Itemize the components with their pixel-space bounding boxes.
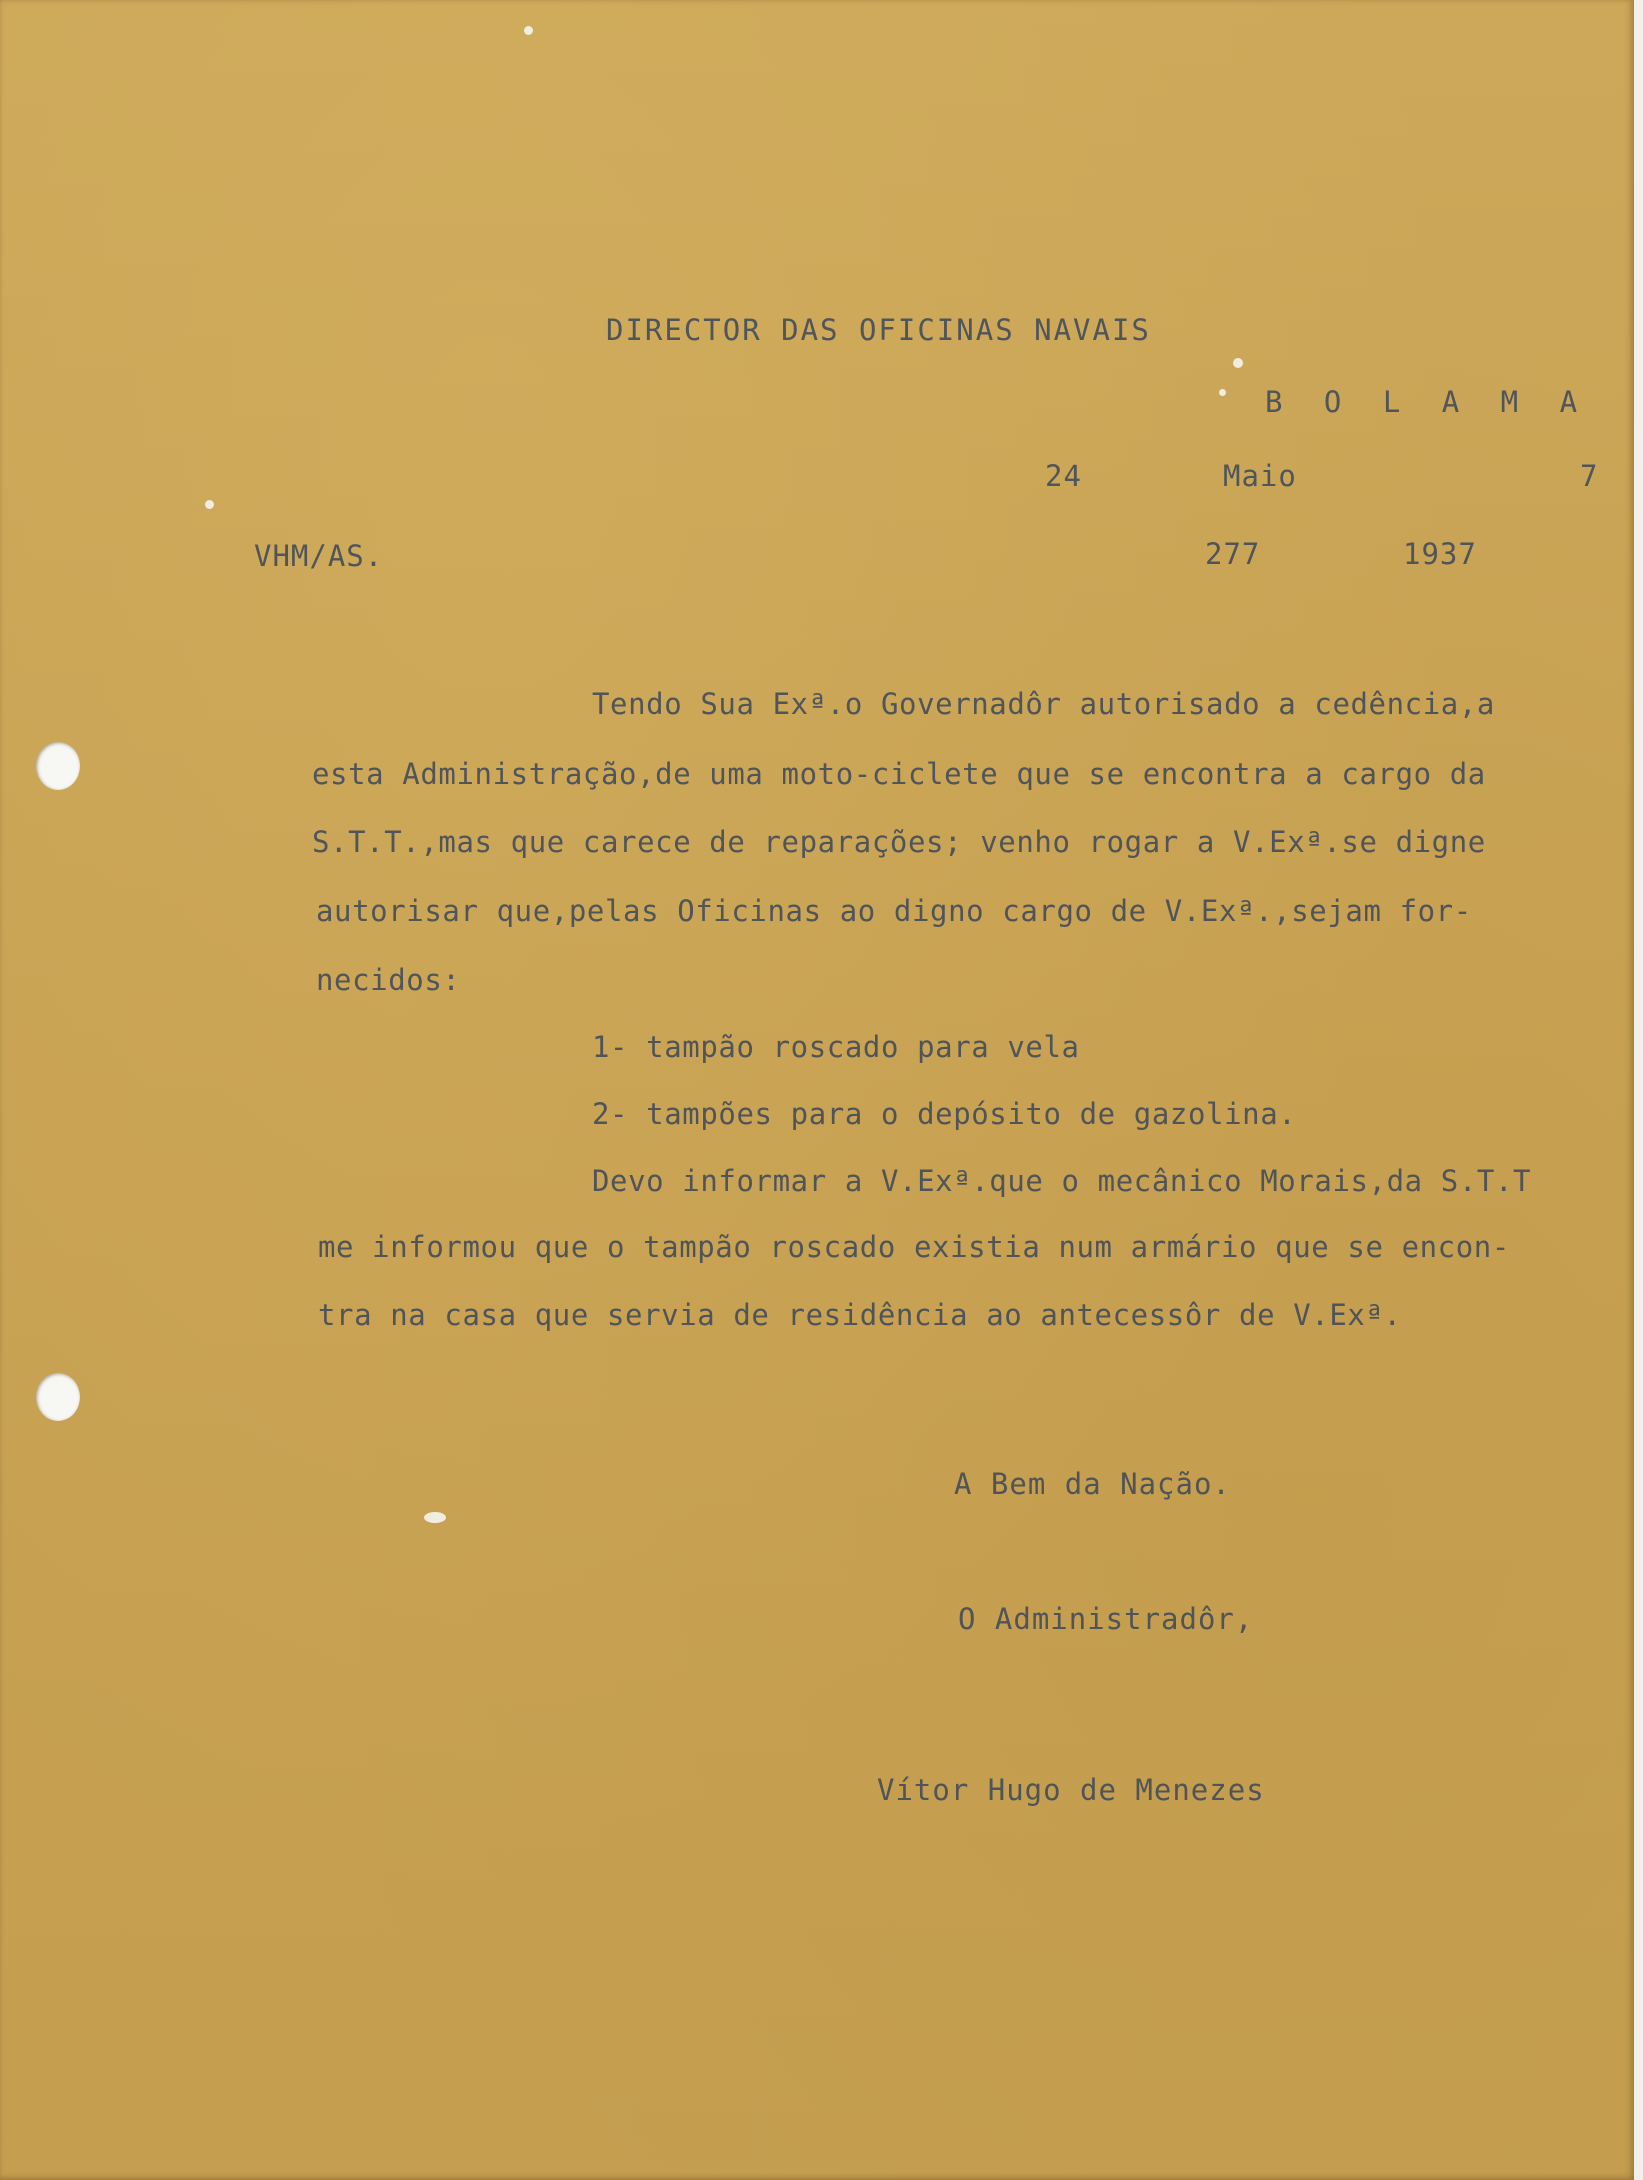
- office-heading: DIRECTOR DAS OFICINAS NAVAIS: [606, 313, 1151, 347]
- reference-code: VHM/AS.: [254, 539, 384, 573]
- closing-salutation: A Bem da Nação.: [954, 1467, 1231, 1501]
- list-item: 1- tampão roscado para vela: [592, 1030, 1080, 1064]
- date-day: 24: [1045, 459, 1082, 493]
- punch-hole-top: [36, 742, 80, 790]
- body-line: necidos:: [316, 963, 461, 997]
- body-line: Devo informar a V.Exª.que o mecânico Morais,da S.T.T: [592, 1164, 1532, 1198]
- closing-role: O Administradôr,: [958, 1602, 1254, 1636]
- body-line: S.T.T.,mas que carece de reparações; venho rogar a V.Exª.se digne: [312, 825, 1486, 859]
- paper-speck: [524, 26, 533, 35]
- punch-hole-bottom: [36, 1373, 80, 1421]
- body-line: esta Administração,de uma moto-ciclete que se encontra a cargo da: [312, 757, 1486, 791]
- scan-margin: [1634, 0, 1643, 2180]
- paper-speck: [1233, 358, 1243, 368]
- signature-name: Vítor Hugo de Menezes: [877, 1773, 1265, 1807]
- margin-number: 7: [1580, 459, 1599, 493]
- list-item: 2- tampões para o depósito de gazolina.: [592, 1097, 1297, 1131]
- document-year: 1937: [1403, 537, 1477, 571]
- date-month: Maio: [1223, 459, 1297, 493]
- paper-speck: [205, 500, 214, 509]
- body-line: me informou que o tampão roscado existia num armário que se encon-: [318, 1230, 1510, 1264]
- paper-speck: [1219, 389, 1226, 396]
- body-line: autorisar que,pelas Oficinas ao digno cargo de V.Exª.,sejam for-: [316, 894, 1472, 928]
- body-line: Tendo Sua Exª.o Governadôr autorisado a cedência,a: [592, 687, 1495, 721]
- place-name: B O L A M A: [1265, 385, 1590, 419]
- document-number: 277: [1205, 537, 1261, 571]
- paper-speck: [424, 1512, 446, 1523]
- body-line: tra na casa que servia de residência ao antecessôr de V.Exª.: [318, 1298, 1402, 1332]
